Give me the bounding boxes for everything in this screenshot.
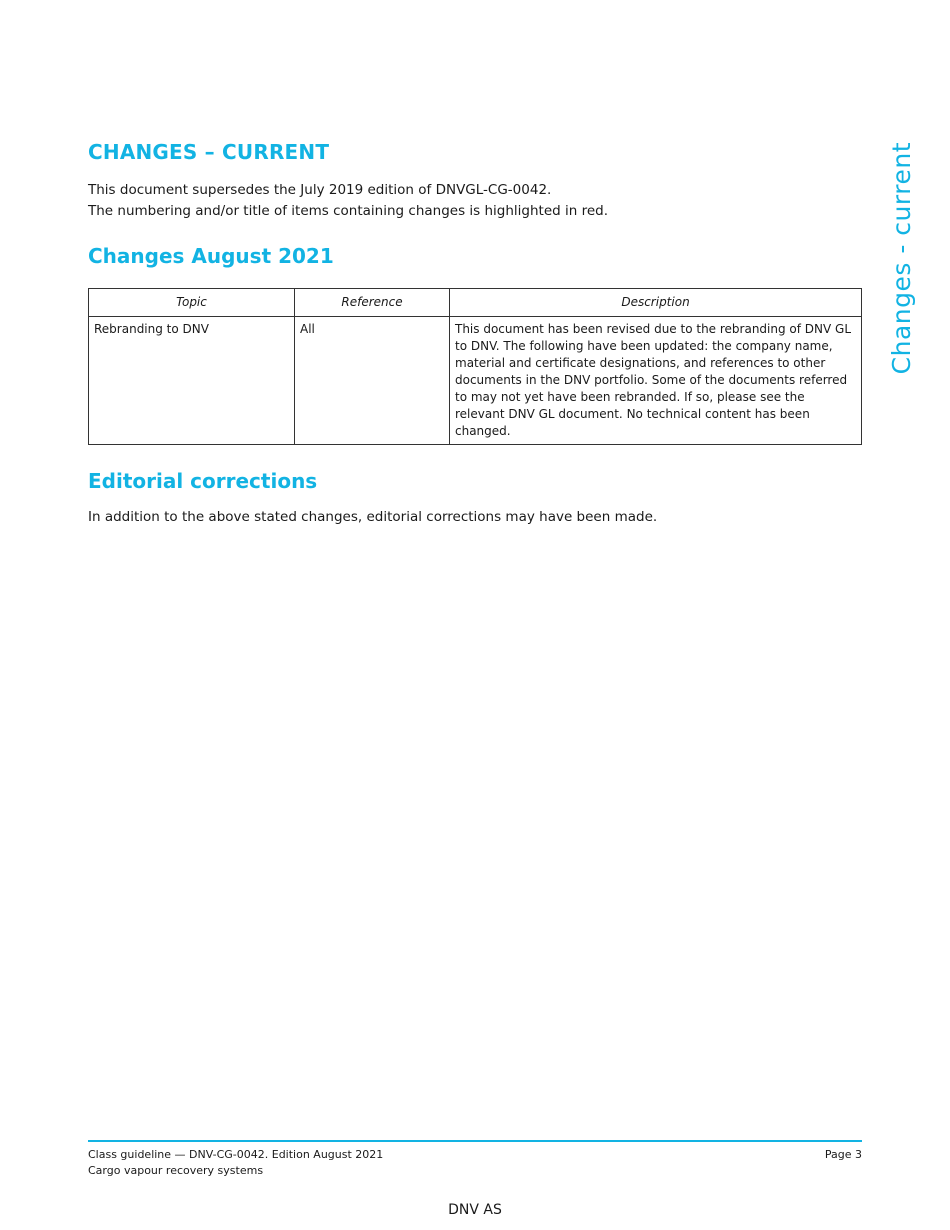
side-tab-label: Changes - current bbox=[886, 141, 916, 375]
header-topic: Topic bbox=[89, 289, 295, 317]
page-number: Page 3 bbox=[824, 1148, 862, 1161]
intro-text bbox=[88, 180, 608, 222]
header-description: Description bbox=[450, 289, 862, 317]
publisher-name: DNV AS bbox=[448, 1202, 502, 1218]
footer-line-2: Cargo vapour recovery systems bbox=[88, 1164, 264, 1177]
cell-reference: All bbox=[295, 317, 450, 445]
page-heading: CHANGES – CURRENT bbox=[88, 140, 330, 164]
header-reference: Reference bbox=[295, 289, 450, 317]
table-row bbox=[89, 317, 862, 445]
editorial-text: In addition to the above stated changes, editorial corrections may have been made. bbox=[88, 509, 658, 525]
intro-line-1: This document supersedes the July 2019 edition of DNVGL-CG-0042. bbox=[88, 182, 552, 198]
side-tab bbox=[876, 141, 926, 375]
cell-description: This document has been revised due to the rebranding of DNV GL to DNV. The following have been updated: the company name, material and certificate designations, and references to other documents in the DNV portfolio. Some of the documents referred to may not yet have been rebranded. If so, please see the relevant DNV GL document. No technical content has been changed. bbox=[450, 317, 862, 445]
changes-section-title: Changes August 2021 bbox=[88, 244, 334, 268]
footer-document-info bbox=[88, 1147, 383, 1179]
intro-line-2: The numbering and/or title of items containing changes is highlighted in red. bbox=[88, 203, 609, 219]
footer-divider bbox=[88, 1140, 862, 1142]
editorial-section-title: Editorial corrections bbox=[88, 469, 318, 493]
changes-table bbox=[88, 288, 862, 445]
table-header-row bbox=[89, 289, 862, 317]
footer-line-1: Class guideline — DNV-CG-0042. Edition August 2021 bbox=[88, 1148, 384, 1161]
cell-topic: Rebranding to DNV bbox=[89, 317, 295, 445]
